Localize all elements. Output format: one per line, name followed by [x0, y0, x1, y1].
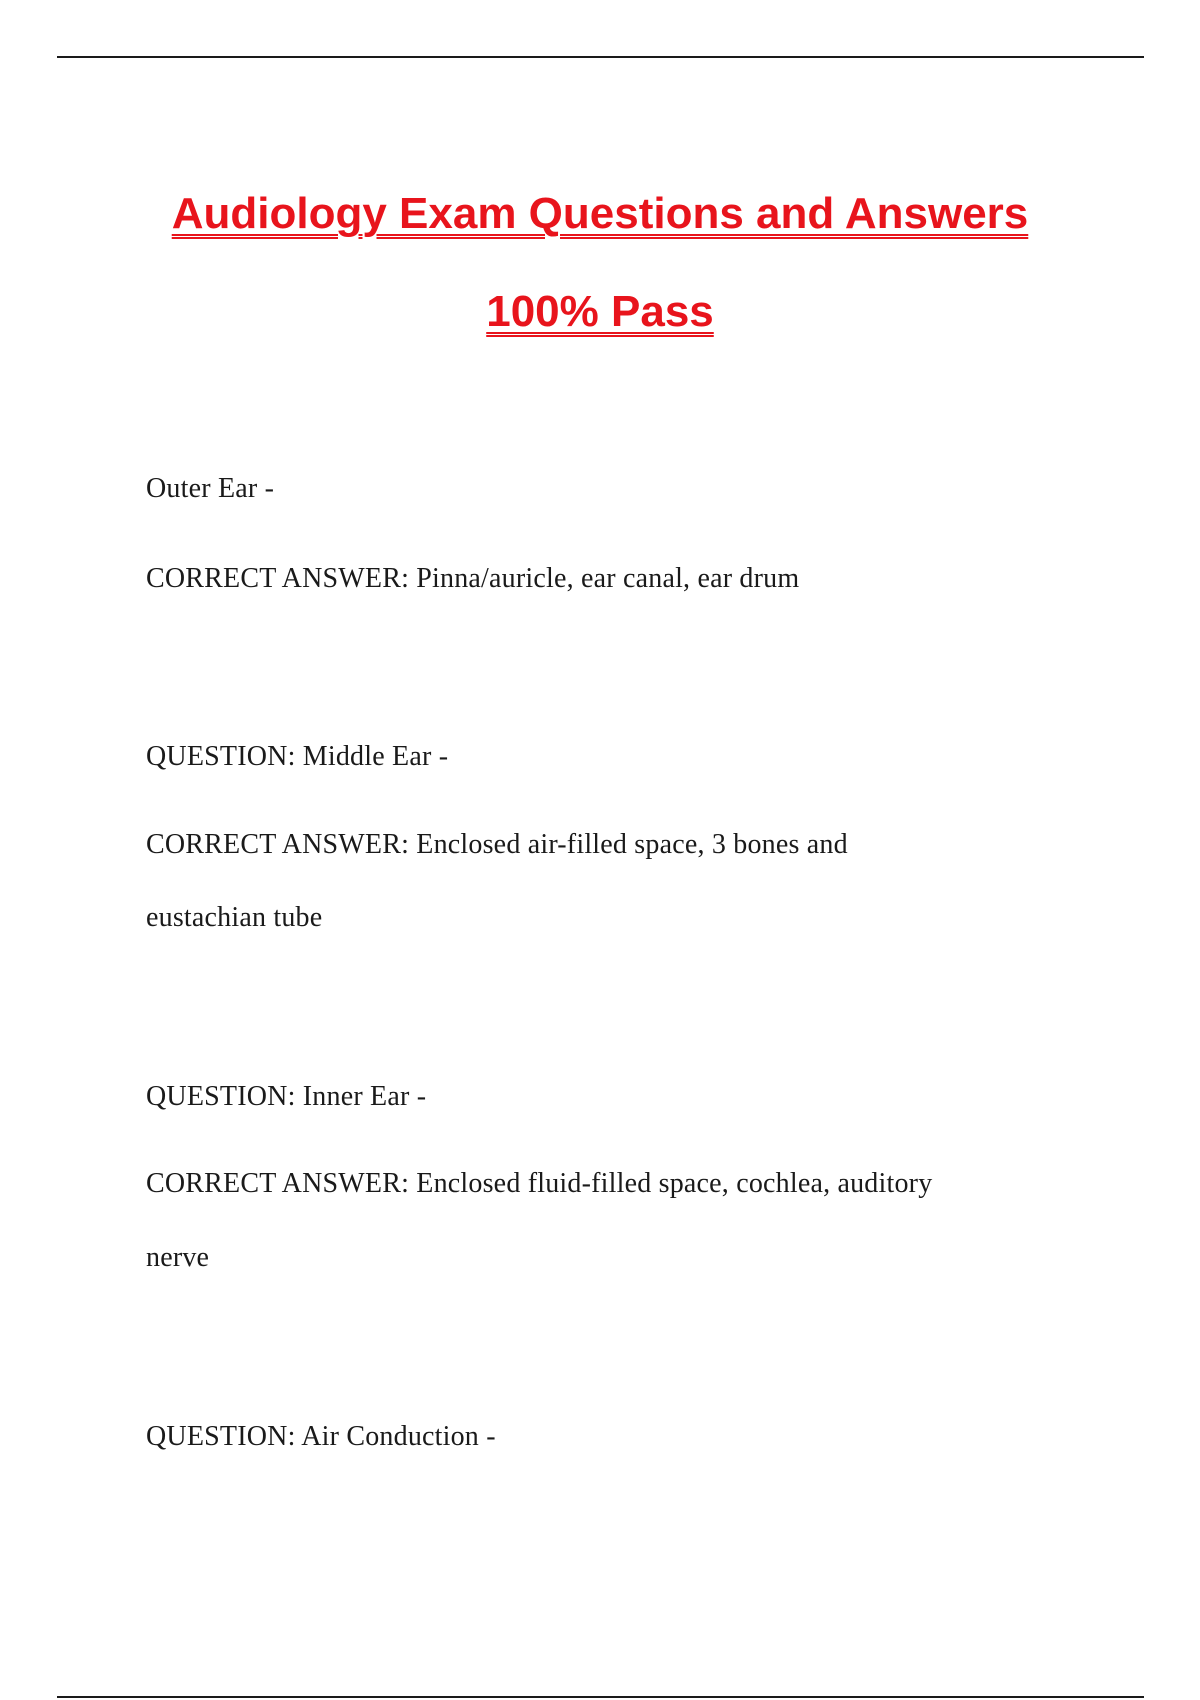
document-title-line-1: Audiology Exam Questions and Answers	[171, 189, 1029, 238]
question-air-conduction: QUESTION: Air Conduction -	[146, 1421, 496, 1452]
answer-middle-ear-continued: eustachian tube	[146, 902, 323, 933]
header-rule	[57, 56, 1144, 58]
document-title	[0, 189, 1200, 238]
question-middle-ear: QUESTION: Middle Ear -	[146, 741, 449, 772]
answer-outer-ear: CORRECT ANSWER: Pinna/auricle, ear canal, ear drum	[146, 563, 800, 594]
answer-middle-ear: CORRECT ANSWER: Enclosed air-filled space, 3 bones and	[146, 829, 848, 860]
question-outer-ear: Outer Ear -	[146, 473, 275, 504]
document-title-line-2: 100% Pass	[486, 287, 714, 336]
answer-inner-ear-continued: nerve	[146, 1242, 210, 1273]
document-subtitle	[0, 287, 1200, 336]
answer-inner-ear: CORRECT ANSWER: Enclosed fluid-filled space, cochlea, auditory	[146, 1168, 933, 1199]
question-inner-ear: QUESTION: Inner Ear -	[146, 1081, 427, 1112]
footer-rule	[57, 1696, 1144, 1698]
